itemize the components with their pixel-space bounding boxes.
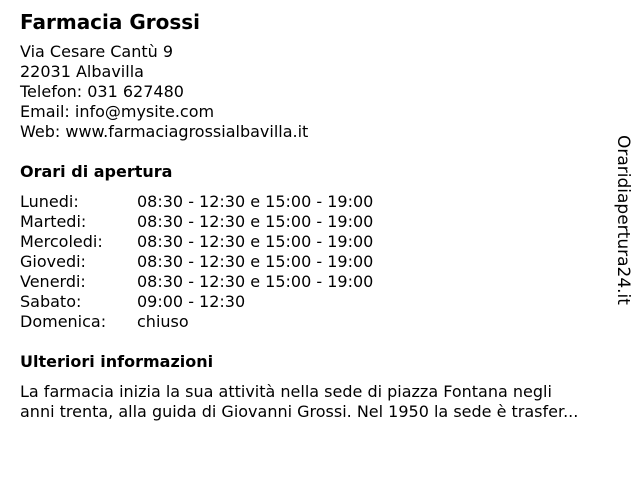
info-text-line: anni trenta, alla guida di Giovanni Grossi. Nel 1950 la sede è trasfer... bbox=[20, 402, 579, 421]
hours-row-sunday bbox=[20, 312, 605, 332]
time-value: 08:30 - 12:30 e 15:00 - 19:00 bbox=[137, 272, 374, 291]
source-watermark-text: Oraridiapertura24.it bbox=[613, 135, 633, 305]
page-title: Farmacia Grossi bbox=[20, 10, 201, 34]
contact-block bbox=[20, 42, 605, 142]
time-value: 08:30 - 12:30 e 15:00 - 19:00 bbox=[137, 232, 374, 251]
time-value: 09:00 - 12:30 bbox=[137, 292, 246, 311]
address-line: Via Cesare Cantù 9 bbox=[20, 42, 174, 61]
more-info-text bbox=[20, 382, 605, 422]
day-label: Lunedi: bbox=[20, 192, 79, 211]
city-line: 22031 Albavilla bbox=[20, 62, 144, 81]
phone-line: Telefon: 031 627480 bbox=[20, 82, 184, 101]
email-line: Email: info@mysite.com bbox=[20, 102, 215, 121]
more-info-heading: Ulteriori informazioni bbox=[20, 352, 214, 371]
day-label: Mercoledi: bbox=[20, 232, 103, 251]
hours-row-monday bbox=[20, 192, 605, 212]
hours-row-wednesday bbox=[20, 232, 605, 252]
day-label: Venerdi: bbox=[20, 272, 86, 291]
time-value: 08:30 - 12:30 e 15:00 - 19:00 bbox=[137, 212, 374, 231]
time-value: 08:30 - 12:30 e 15:00 - 19:00 bbox=[137, 192, 374, 211]
hours-row-saturday bbox=[20, 292, 605, 312]
day-label: Domenica: bbox=[20, 312, 107, 331]
opening-hours-table bbox=[20, 192, 605, 332]
day-label: Giovedi: bbox=[20, 252, 86, 271]
hours-row-thursday bbox=[20, 252, 605, 272]
time-value: chiuso bbox=[137, 312, 189, 331]
pharmacy-card bbox=[20, 8, 605, 422]
website-line: Web: www.farmaciagrossialbavilla.it bbox=[20, 122, 309, 141]
hours-row-friday bbox=[20, 272, 605, 292]
source-watermark bbox=[611, 135, 635, 311]
hours-row-tuesday bbox=[20, 212, 605, 232]
time-value: 08:30 - 12:30 e 15:00 - 19:00 bbox=[137, 252, 374, 271]
day-label: Martedi: bbox=[20, 212, 87, 231]
day-label: Sabato: bbox=[20, 292, 82, 311]
opening-hours-heading: Orari di apertura bbox=[20, 162, 173, 181]
info-text-line: La farmacia inizia la sua attività nella sede di piazza Fontana negli bbox=[20, 382, 552, 401]
